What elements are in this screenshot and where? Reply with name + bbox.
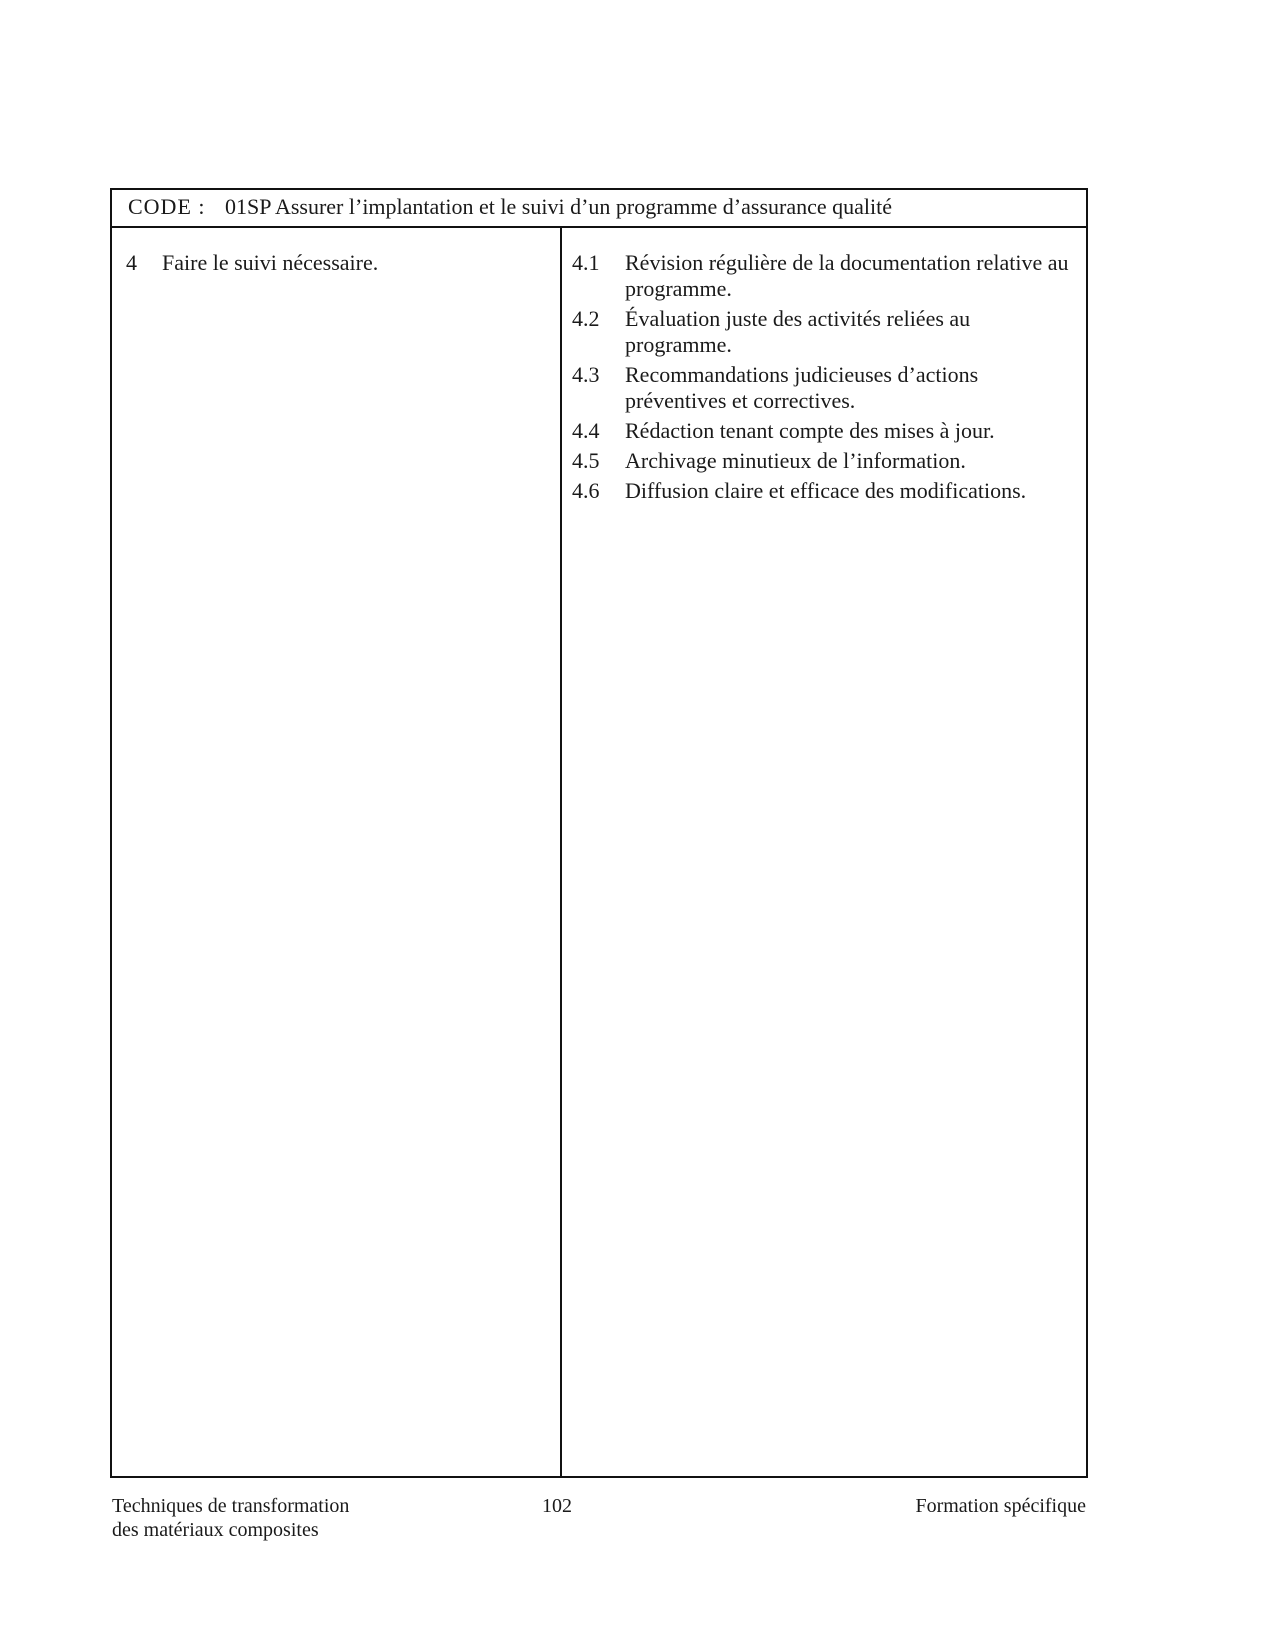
element-number: 4 <box>126 250 137 275</box>
competency-title: Assurer l’implantation et le suivi d’un programme d’assurance qualité <box>274 194 892 219</box>
code-value: 01SP <box>225 194 271 219</box>
element-item <box>126 250 560 276</box>
footer-program-name <box>112 1494 412 1542</box>
criterion-item <box>572 306 1076 358</box>
criteria-column <box>562 228 1086 508</box>
criterion-text: Évaluation juste des activités reliées au programme. <box>625 306 971 357</box>
competency-table <box>110 188 1088 1478</box>
element-text: Faire le suivi nécessaire. <box>162 250 379 275</box>
footer-program-line1: Techniques de transformation <box>112 1495 350 1517</box>
criterion-number: 4.2 <box>572 306 600 331</box>
criterion-number: 4.3 <box>572 362 600 387</box>
criterion-number: 4.6 <box>572 478 600 503</box>
criterion-text: Archivage minutieux de l’information. <box>625 448 966 473</box>
criterion-number: 4.1 <box>572 250 600 275</box>
footer-section-name: Formation spécifique <box>915 1495 1086 1517</box>
criterion-item <box>572 418 1076 444</box>
criterion-number: 4.5 <box>572 448 600 473</box>
criterion-item <box>572 250 1076 302</box>
elements-column <box>112 228 560 276</box>
code-label: CODE : <box>128 194 206 219</box>
criterion-text: Révision régulière de la documentation relative au programme. <box>625 250 1069 301</box>
criterion-number: 4.4 <box>572 418 600 443</box>
criteria-list <box>572 250 1076 504</box>
table-header <box>112 190 1086 228</box>
criterion-text: Recommandations judicieuses d’actions préventives et correctives. <box>625 362 979 413</box>
criterion-text: Rédaction tenant compte des mises à jour. <box>625 418 995 443</box>
footer-program-line2: des matériaux composites <box>112 1519 319 1541</box>
criterion-item <box>572 478 1076 504</box>
criterion-item <box>572 362 1076 414</box>
criterion-text: Diffusion claire et efficace des modifications. <box>625 478 1027 503</box>
page-number: 102 <box>542 1495 572 1517</box>
criterion-item <box>572 448 1076 474</box>
